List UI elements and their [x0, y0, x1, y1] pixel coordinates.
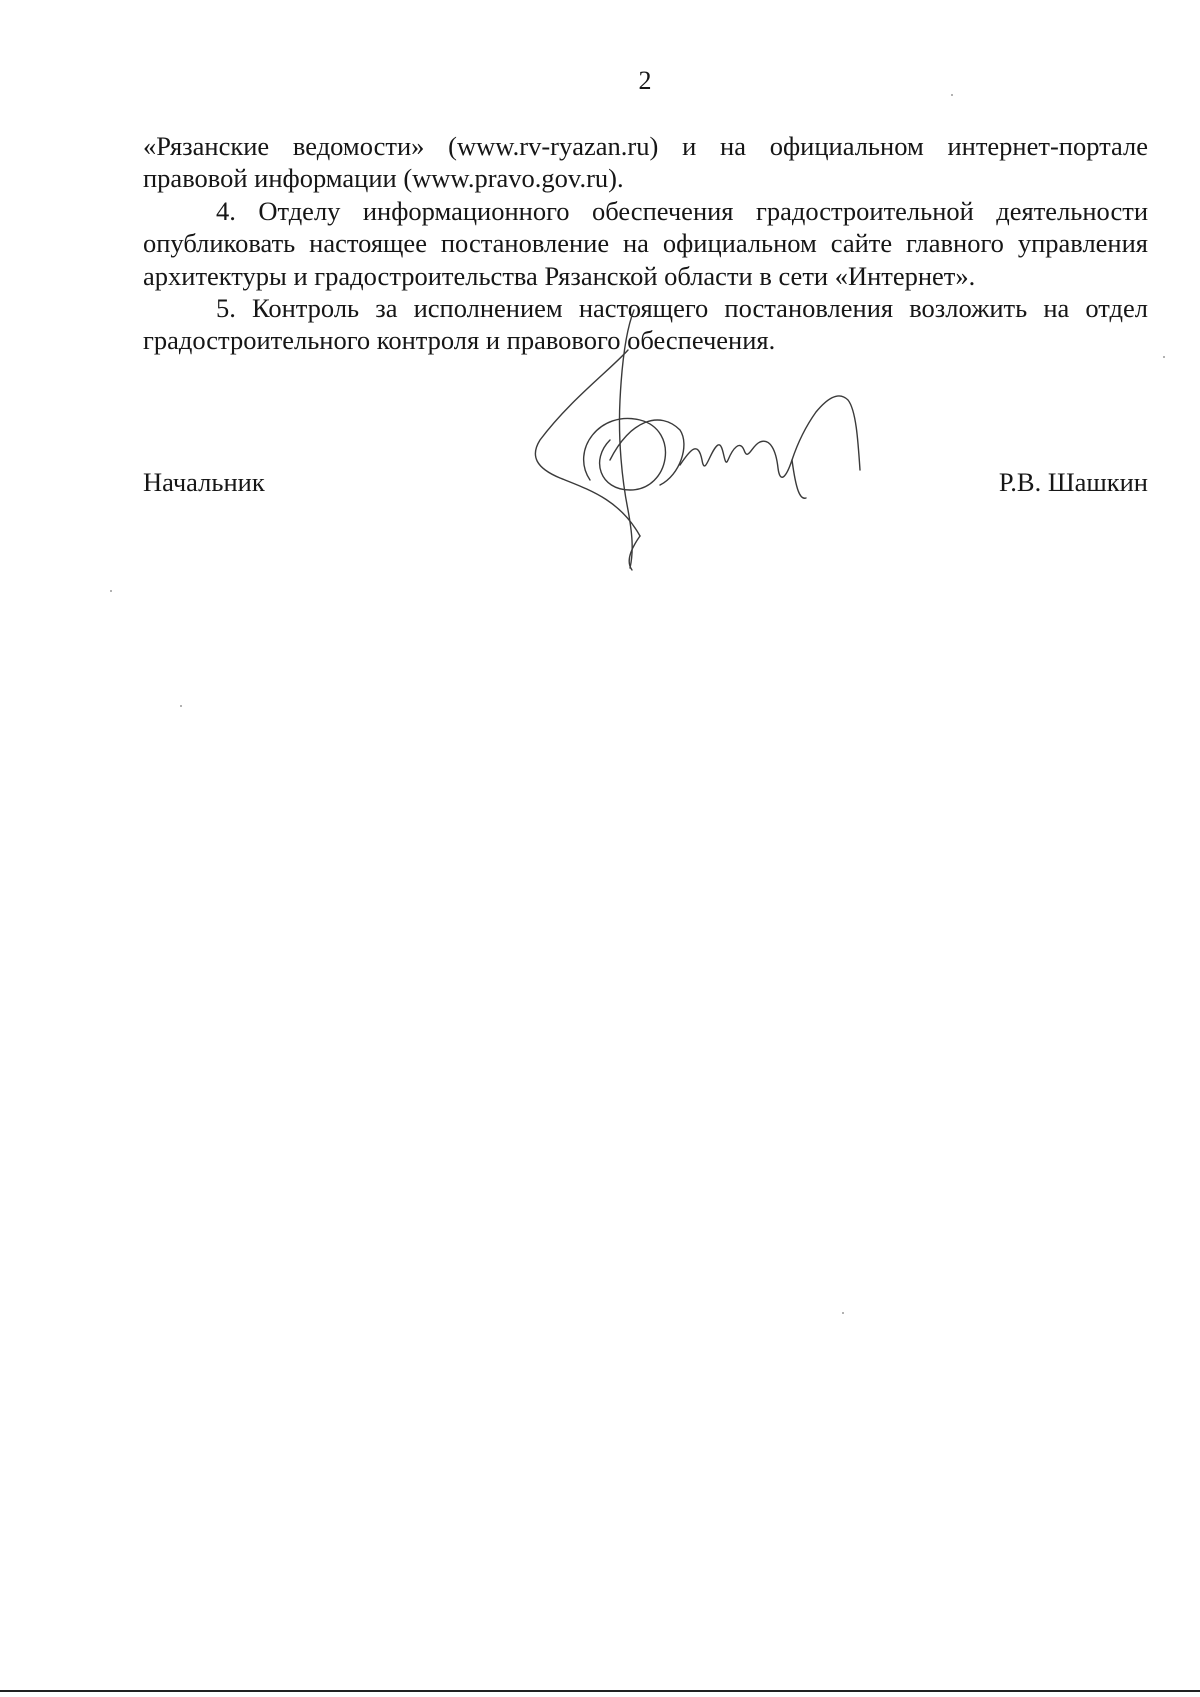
scan-speck	[180, 705, 182, 707]
signatory-name: Р.В. Шашкин	[998, 467, 1148, 497]
page-number: 2	[638, 66, 652, 95]
scan-edge-line	[0, 1690, 1200, 1692]
paragraph-publication-continuation: «Рязанские ведомости» (www.rv-ryazan.ru) и на официальном интернет-портале правовой информации (www.pravo.gov.ru).	[143, 131, 1148, 194]
paragraph-item-5: 5. Контроль за исполнением настоящего постановления возложить на отдел градостроительного контроля и правового обеспечения.	[143, 293, 1148, 356]
scan-speck	[1163, 356, 1165, 358]
scan-speck	[842, 1312, 844, 1314]
signatory-position: Начальник	[143, 467, 265, 497]
paragraph-item-4: 4. Отделу информационного обеспечения градостроительной деятельности опубликовать настоящее постановление на официальном сайте главного управления архитектуры и градостроительства Рязанской области в сети «Интернет».	[143, 195, 1148, 291]
scan-speck	[951, 94, 953, 96]
handwritten-signature	[530, 300, 920, 575]
scan-speck	[110, 590, 112, 592]
signature-row	[143, 462, 1148, 502]
